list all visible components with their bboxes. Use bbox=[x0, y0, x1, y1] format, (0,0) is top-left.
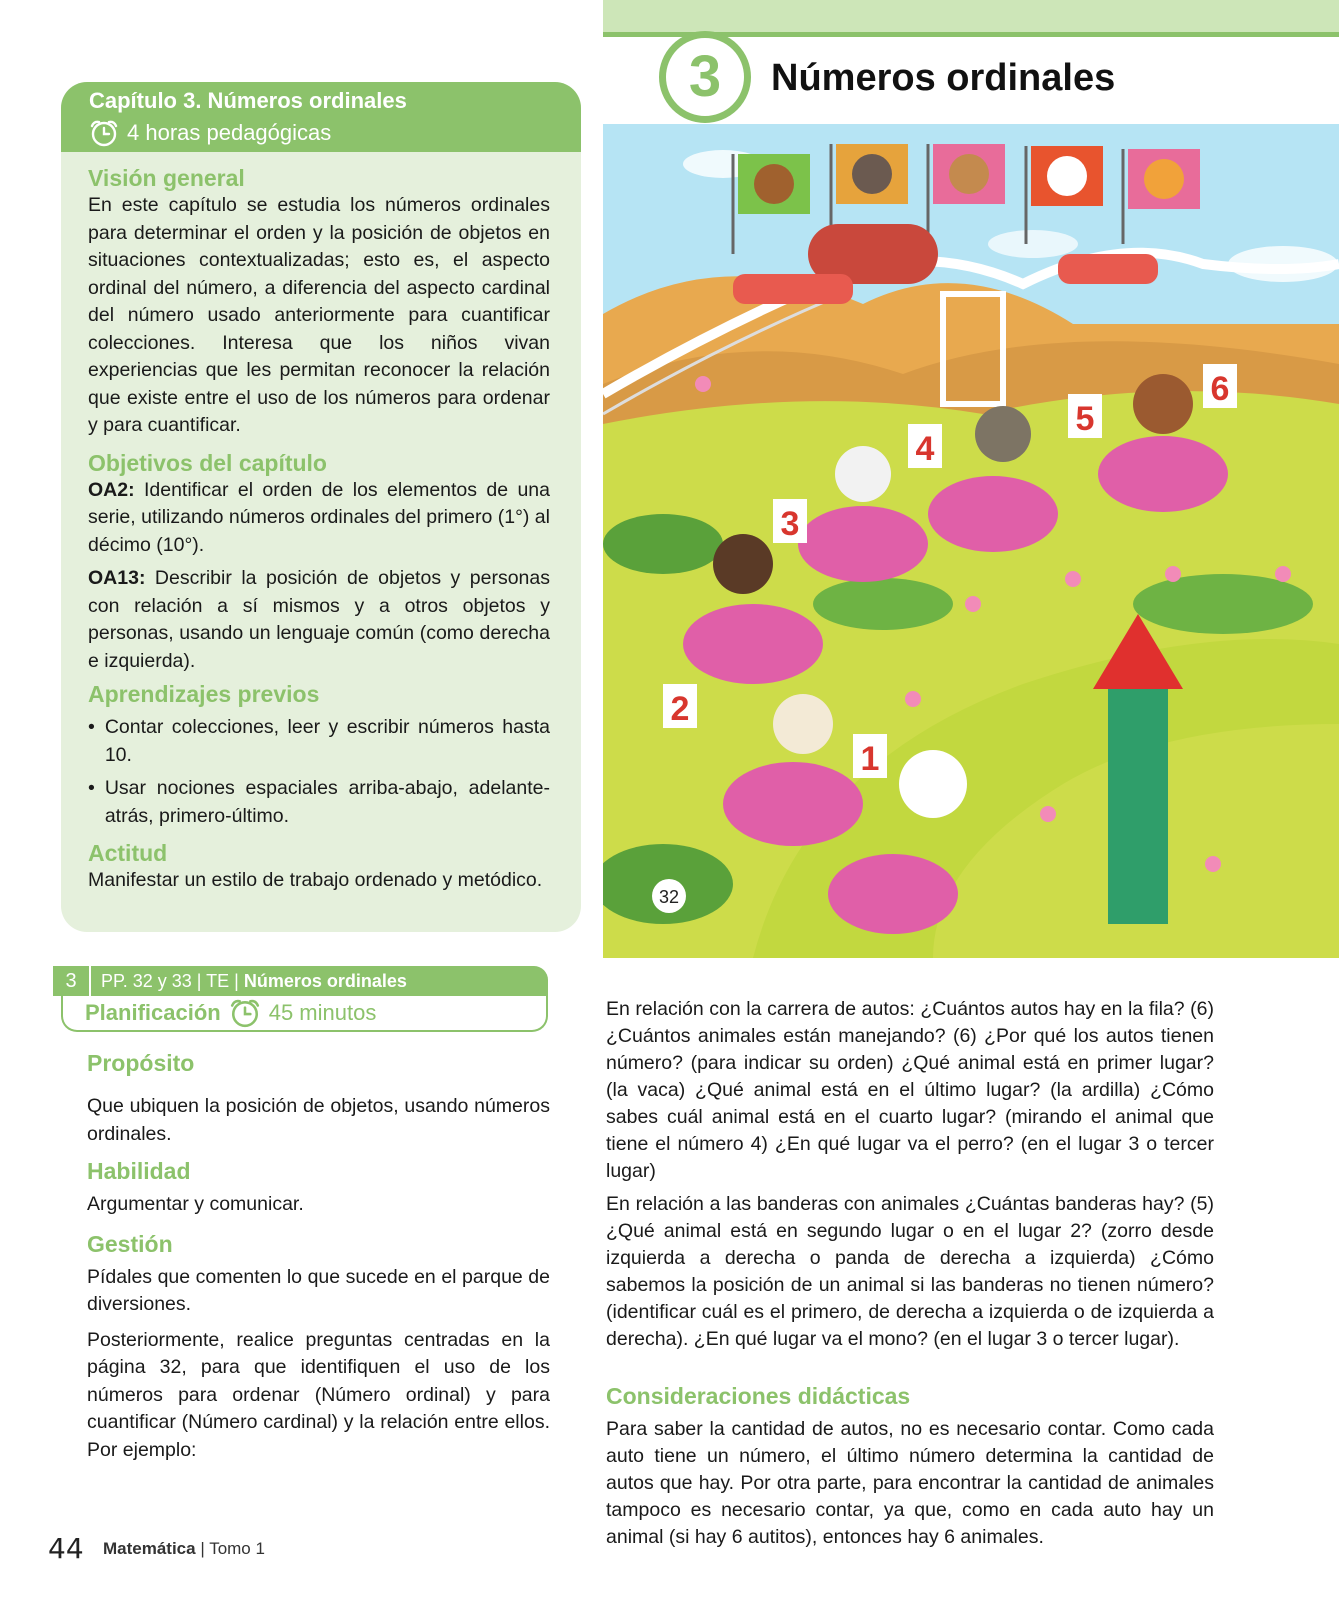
management-p1: Pídales que comenten lo que sucede en el parque de diversiones. bbox=[87, 1265, 550, 1315]
footer-book-title: Matemática bbox=[103, 1539, 196, 1558]
oa13-code: OA13: bbox=[88, 567, 146, 589]
chapter-hours: 4 horas pedagógicas bbox=[127, 120, 332, 145]
car-number-5: 5 bbox=[1075, 400, 1095, 438]
prior-item-2: Usar nociones espaciales arriba-abajo, adelante-atrás, primero-último. bbox=[104, 777, 550, 827]
overview-text: En este capítulo se estudia los números ordinales para determinar el orden y la posición de objetos en situaciones contextualizadas; esto es, el aspecto ordinal del número, a diferencia del aspecto cardinal del número usado anteriormente para cuantificar colecciones. Interesa que los niños vivan experiencias que les permitan reconocer la relación que existe entre el uso de los números para ordenar y para cuantificar. bbox=[88, 194, 550, 436]
planning-body bbox=[87, 1050, 550, 1464]
car-number-3: 3 bbox=[780, 505, 800, 543]
oa13-text: Describir la posición de objetos y personas con relación a sí mismos y a otros objetos y personas, usando un lenguaje común (como derecha e izquierda). bbox=[88, 567, 550, 672]
prior-list bbox=[88, 714, 550, 830]
purpose-text: Que ubiquen la posición de objetos, usando números ordinales. bbox=[87, 1095, 550, 1145]
planning-duration: 45 minutos bbox=[268, 1000, 377, 1025]
skill-text: Argumentar y comunicar. bbox=[87, 1193, 304, 1215]
alarm-clock-icon bbox=[89, 119, 119, 147]
top-strip bbox=[603, 0, 1339, 32]
management-heading: Gestión bbox=[87, 1230, 173, 1257]
footer-book bbox=[103, 1539, 265, 1559]
prior-heading: Aprendizajes previos bbox=[88, 681, 320, 707]
bullet: • bbox=[88, 777, 95, 799]
footer-page-number: 44 bbox=[48, 1532, 84, 1565]
car-number-4: 4 bbox=[915, 430, 935, 468]
car-number-2: 2 bbox=[670, 690, 690, 728]
illustration-title-bar bbox=[603, 32, 1339, 124]
amusement-park-illustration bbox=[603, 124, 1339, 958]
chapter-title: Capítulo 3. Números ordinales bbox=[89, 88, 407, 113]
right-p2: En relación a las banderas con animales ¿Cuántas banderas hay? (5) ¿Qué animal está en segundo lugar o en el lugar 2? (zorro desde izquierda a derecha o panda de derecha a izquierda) ¿Cómo sabemos la posición de un animal si las banderas no tienen número? (identificar cuál es el primero, de derecha a izquierda o de izquierda a derecha). ¿En qué lugar va el mono? (en el lugar 3 o tercer lugar). bbox=[606, 1193, 1214, 1350]
oa2-code: OA2: bbox=[88, 478, 135, 501]
chapter-number: 3 bbox=[688, 44, 722, 109]
attitude-text: Manifestar un estilo de trabajo ordenado y metódico. bbox=[88, 869, 543, 891]
objectives-heading: Objetivos del capítulo bbox=[88, 449, 327, 476]
planning-te: TE bbox=[206, 971, 230, 991]
car-number-6: 6 bbox=[1210, 370, 1230, 408]
footer-separator: | bbox=[200, 1539, 210, 1558]
right-text-body bbox=[606, 996, 1214, 1551]
overview-heading: Visión general bbox=[88, 165, 245, 191]
animal-flags bbox=[733, 144, 1200, 254]
attitude-heading: Actitud bbox=[88, 840, 168, 866]
bullet: • bbox=[88, 716, 95, 738]
list-item bbox=[88, 775, 550, 830]
considerations-heading: Consideraciones didácticas bbox=[606, 1383, 911, 1409]
considerations-text: Para saber la cantidad de autos, no es necesario contar. Como cada auto tiene un número, el último número determina la cantidad de autos que hay. Por otra parte, para encontrar la cantidad de animales tampoco es necesario contar, ya que, como en cada auto hay un animal (si hay 6 autitos), entonces hay 6 animales. bbox=[606, 1418, 1214, 1548]
right-p1: En relación con la carrera de autos: ¿Cuántos autos hay en la fila? (6) ¿Cuántos animales están manejando? (6) ¿Por qué los autos tienen número? (para indicar su orden) ¿Qué animal está en primer lugar? (la vaca) ¿Qué animal está en el último lugar? (la ardilla) ¿Cómo sabes cuál animal está en el cuarto lugar? (mirando el animal que tiene el número 4) ¿En qué lugar va el perro? (en el lugar 3 o tercer lugar) bbox=[606, 998, 1214, 1182]
chapter-header bbox=[61, 82, 581, 152]
planning-topic: Números ordinales bbox=[243, 971, 407, 991]
chapter-hours-row bbox=[89, 119, 331, 147]
illustration-page-number: 32 bbox=[658, 887, 680, 907]
illustration-title: Números ordinales bbox=[771, 57, 1116, 99]
skill-heading: Habilidad bbox=[87, 1158, 191, 1184]
chapter-body bbox=[88, 165, 550, 895]
park-scene bbox=[603, 124, 1339, 958]
objective-oa2 bbox=[88, 477, 550, 560]
planning-number: 3 bbox=[53, 966, 89, 996]
planning-strip bbox=[91, 966, 548, 996]
planning-label-row bbox=[85, 998, 376, 1028]
purpose-heading: Propósito bbox=[87, 1050, 195, 1076]
objective-oa13 bbox=[88, 565, 550, 675]
planning-header bbox=[61, 966, 548, 1034]
prior-item-1: Contar colecciones, leer y escribir números hasta 10. bbox=[104, 716, 550, 766]
chapter-number-badge bbox=[659, 31, 751, 123]
oa2-text: Identificar el orden de los elementos de una serie, utilizando números ordinales del primero (1°) al décimo (10°). bbox=[88, 478, 550, 556]
planning-pages: PP. 32 y 33 bbox=[101, 971, 192, 991]
separator: | bbox=[196, 971, 207, 991]
car-number-1: 1 bbox=[860, 740, 880, 778]
footer-volume: Tomo 1 bbox=[209, 1539, 265, 1558]
management-p2: Posteriormente, realice preguntas centradas en la página 32, para que identifiquen el uso de los números para ordenar (Número ordinal) y para cuantificar (Número cardinal) y la relación entre ellos. Por ejemplo: bbox=[87, 1328, 550, 1461]
separator: | bbox=[234, 971, 244, 991]
planning-label: Planificación bbox=[85, 1000, 221, 1025]
alarm-clock-icon bbox=[229, 998, 261, 1028]
list-item bbox=[88, 714, 550, 769]
